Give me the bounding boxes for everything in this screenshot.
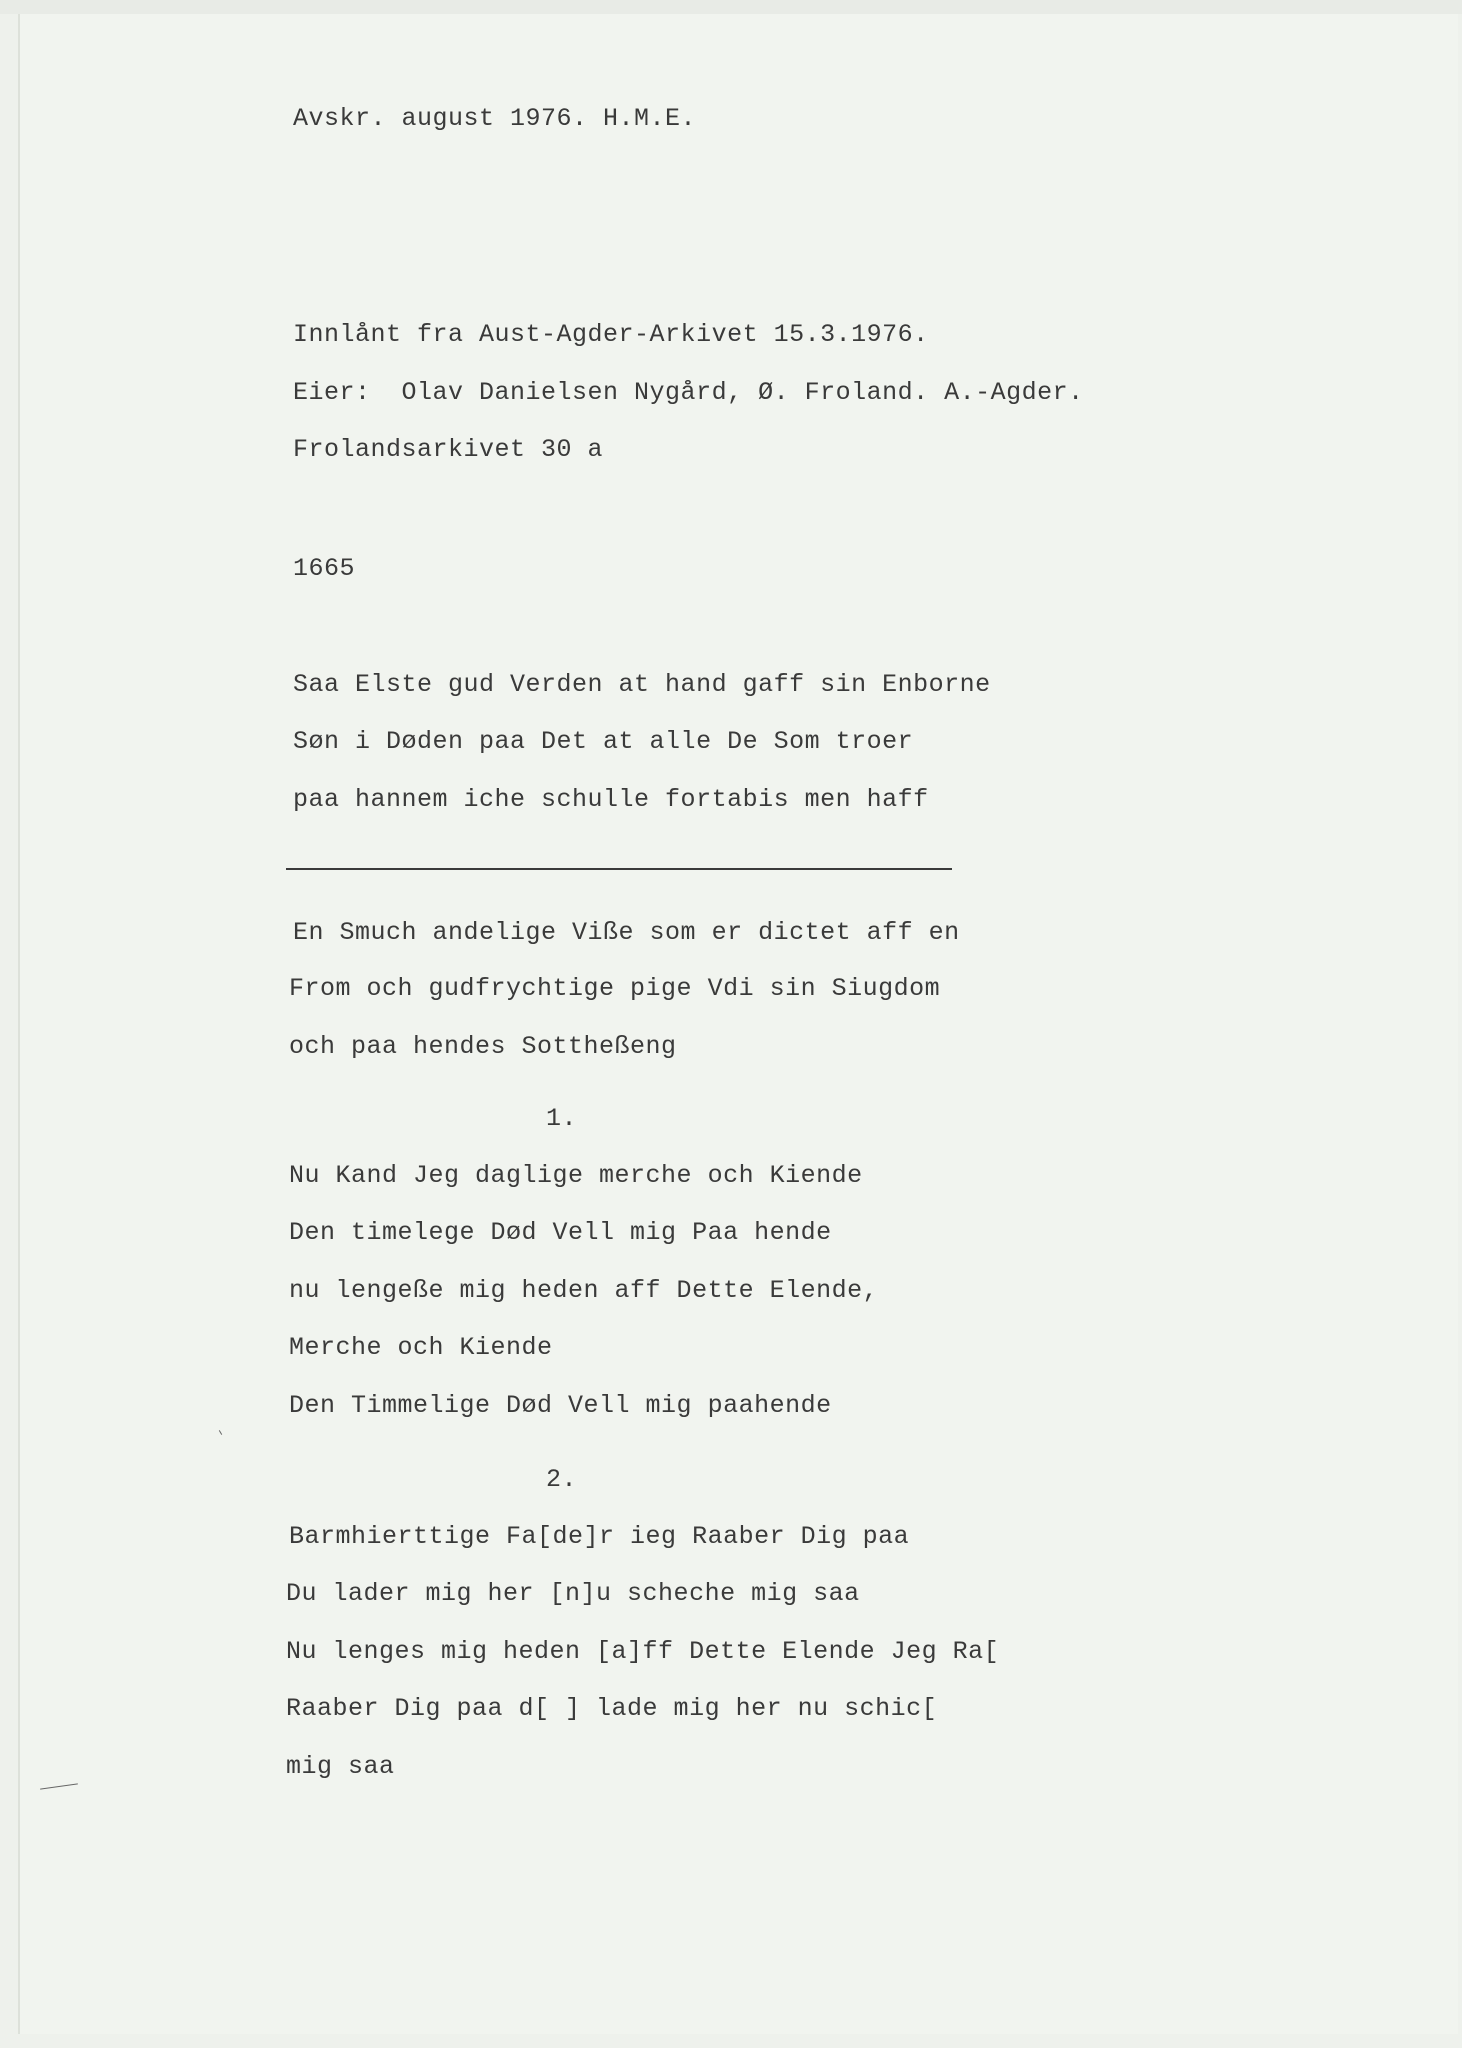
transcription-note: Avskr. august 1976. H.M.E.	[293, 104, 697, 133]
song-title-line-1: En Smuch andelige Viße som er dictet aff en	[293, 918, 960, 947]
year: 1665	[293, 554, 356, 583]
stanza-2-line-2: Du lader mig her [n]u scheche mig saa	[286, 1579, 860, 1608]
margin-tick-mark	[219, 1430, 222, 1435]
stanza-1-line-4: Merche och Kiende	[289, 1333, 553, 1362]
owner-line: Eier: Olav Danielsen Nygård, Ø. Froland. A.-Agder.	[293, 378, 1084, 407]
stanza-2-line-4: Raaber Dig paa d[ ] lade mig her nu schic[	[286, 1694, 938, 1723]
stanza-number-1: 1.	[546, 1104, 578, 1133]
verse-line-2: Søn i Døden paa Det at alle De Som troer	[293, 727, 914, 756]
stanza-1-line-2: Den timelege Død Vell mig Paa hende	[289, 1218, 832, 1247]
horizontal-rule	[286, 868, 952, 870]
song-title-line-3: och paa hendes Sottheßeng	[289, 1032, 677, 1061]
margin-pencil-mark	[40, 1783, 78, 1789]
stanza-1-line-5: Den Timmelige Død Vell mig paahende	[289, 1391, 832, 1420]
verse-line-3: paa hannem iche schulle fortabis men haff	[293, 785, 929, 814]
verse-line-1: Saa Elste gud Verden at hand gaff sin Enborne	[293, 670, 991, 699]
loan-line: Innlånt fra Aust-Agder-Arkivet 15.3.1976.	[293, 320, 929, 349]
stanza-2-line-5: mig saa	[286, 1752, 395, 1781]
stanza-2-line-1: Barmhierttige Fa[de]r ieg Raaber Dig paa	[289, 1522, 910, 1551]
archive-line: Frolandsarkivet 30 a	[293, 435, 604, 464]
song-title-line-2: From och gudfrychtige pige Vdi sin Siugdom	[289, 974, 941, 1003]
stanza-1-line-1: Nu Kand Jeg daglige merche och Kiende	[289, 1161, 863, 1190]
stanza-number-2: 2.	[546, 1465, 578, 1494]
stanza-1-line-3: nu lengeße mig heden aff Dette Elende,	[289, 1276, 879, 1305]
stanza-2-line-3: Nu lenges mig heden [a]ff Dette Elende Jeg Ra[	[286, 1637, 1000, 1666]
